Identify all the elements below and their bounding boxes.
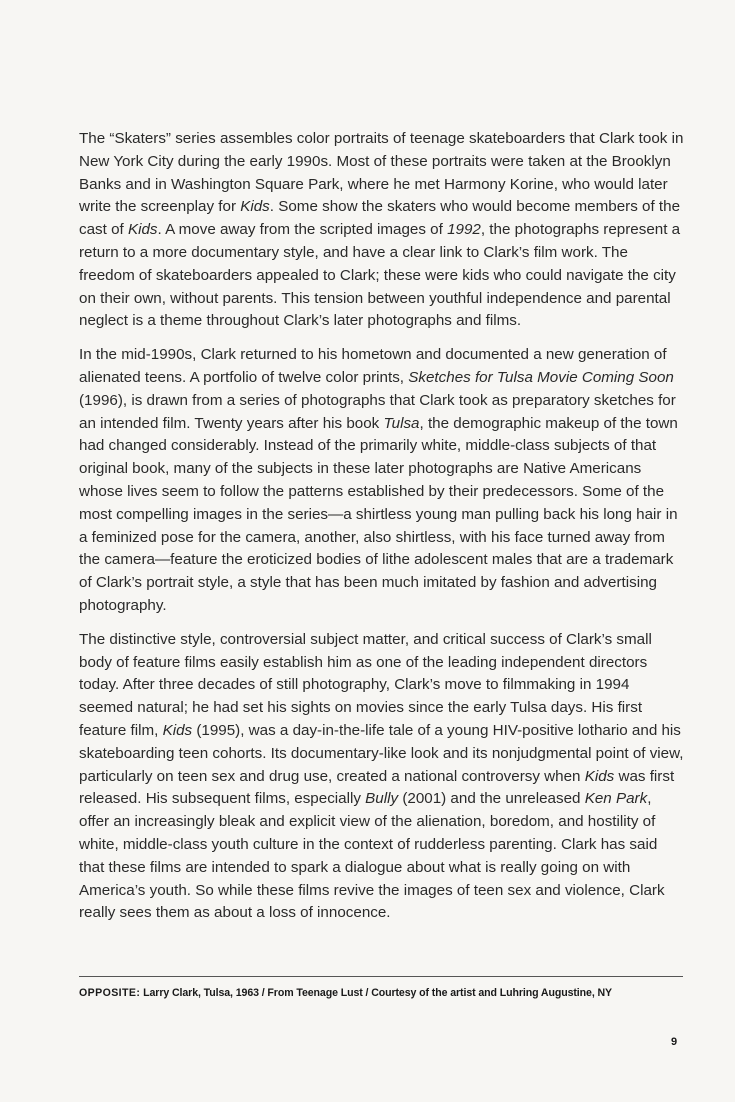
- text-run: was first released. His subsequent films, especially: [79, 767, 675, 808]
- text-run: The “Skaters” series assembles color portraits of teenage skateboarders that Clark took in New York City during the early 1990s. Most of these portraits were taken at the Brooklyn Banks and in Washington Square Park, where he met Harmony Korine, who would later write the screenplay for: [79, 130, 684, 216]
- text-run: (1996), is drawn from a series of photographs that Clark took as preparatory sketches for an intended film. Twenty years after his book: [79, 391, 676, 432]
- italic-title: Kids: [127, 221, 158, 239]
- text-run: , offer an increasingly bleak and explicit view of the alienation, boredom, and hostility of white, middle-class youth culture in the context of rudderless parenting. Clark has said that these films are intended to spark a dialogue about what is really going on with America’s youth. So while these films revive the images of teen sex and violence, Clark really sees them as about a loss of innocence.: [79, 790, 665, 922]
- text-run: , the photographs represent a return to a more documentary style, and have a clear link to Clark’s film work. The freedom of skateboarders appealed to Clark; these were kids who could navigate the city on their own, without parents. This tension between youthful independence and parental neglect is a theme throughout Clark’s later photographs and films.: [79, 221, 681, 330]
- paragraph-2: [79, 344, 684, 618]
- italic-title: Kids: [584, 767, 615, 785]
- paragraph-3: [79, 629, 684, 925]
- image-caption: [79, 987, 689, 999]
- caption-text: Larry Clark, Tulsa, 1963 / From Teenage Lust / Courtesy of the artist and Luhring Augustine, NY: [140, 987, 613, 999]
- italic-title: Sketches for Tulsa Movie Coming Soon: [408, 368, 674, 386]
- body-text: [79, 128, 684, 936]
- caption-divider: [79, 976, 683, 977]
- page-number: 9: [671, 1036, 678, 1048]
- italic-title: Kids: [162, 721, 193, 739]
- italic-title: Kids: [240, 198, 270, 216]
- text-run: (1995), was a day-in-the-life tale of a young HIV-positive lothario and his skateboarding teen cohorts. Its documentary-like look and its nonjudgmental point of view, particularly on teen sex and drug use, created a national controversy when: [79, 721, 684, 785]
- text-run: . Some show the skaters who would become members of the cast of: [79, 198, 681, 239]
- paragraph-1: [79, 128, 684, 333]
- text-run: , the demographic makeup of the town had changed considerably. Instead of the primarily white, middle-class subjects of that original book, many of the subjects in these later photographs are Native Americans whose lives seem to follow the patterns established by their predecessors. Some of the most compelling images in the series—a shirtless young man pulling back his long hair in a feminized pose for the camera, another, also shirtless, with his face turned away from the camera—feature the eroticized bodies of lithe adolescent males that are a trademark of Clark’s portrait style, a style that has been much imitated by fashion and advertising photography.: [79, 414, 678, 614]
- text-run: The distinctive style, controversial subject matter, and critical success of Clark’s small body of feature films easily establish him as one of the leading independent directors today. After three decades of still photography, Clark’s move to filmmaking in 1994 seemed natural; he had set his sights on movies since the early Tulsa days. His first feature film,: [79, 630, 652, 739]
- italic-title: Ken Park: [584, 790, 648, 808]
- text-run: In the mid-1990s, Clark returned to his hometown and documented a new generation of alienated teens. A portfolio of twelve color prints,: [79, 346, 667, 386]
- text-run: (2001) and the unreleased: [398, 790, 585, 808]
- italic-title: 1992: [447, 221, 481, 239]
- text-run: . A move away from the scripted images of: [157, 221, 448, 239]
- caption-lead: OPPOSITE:: [79, 987, 141, 999]
- italic-title: Tulsa: [383, 414, 420, 432]
- italic-title: Bully: [365, 790, 399, 808]
